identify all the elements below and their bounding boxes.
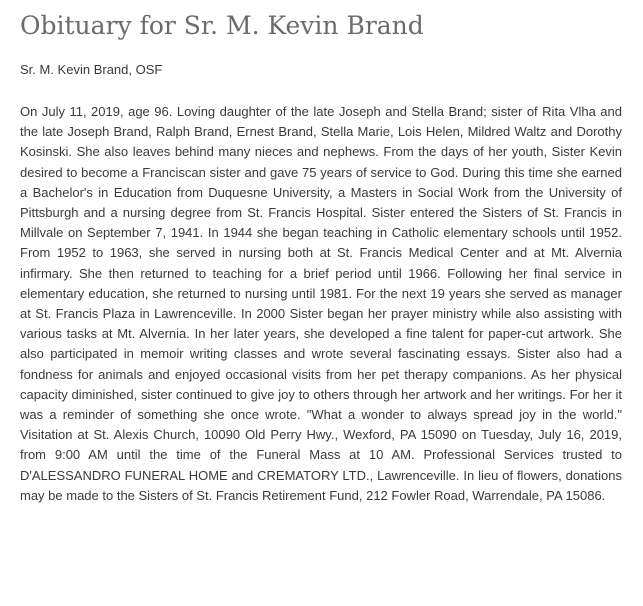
page-title: Obituary for Sr. M. Kevin Brand	[20, 11, 424, 40]
obituary-name-line: Sr. M. Kevin Brand, OSF	[20, 62, 163, 77]
obituary-body-text: On July 11, 2019, age 96. Loving daughter of the late Joseph and Stella Brand; sister of Rita Vlha and the late Joseph Brand, Ralph Brand, Ernest Brand, Stella Marie, Lois Helen, Mildred Waltz and Dorothy Kosinski. She also leaves behind many nieces and nephews. From the days of her youth, Sister Kevin desired to become a Franciscan sister and gave 75 years of service to God. During this time she earned a Bachelor's in Education from Duquesne University, a Masters in Social Work from the University of Pittsburgh and a nursing degree from St. Francis Hospital. Sister entered the Sisters of St. Francis in Millvale on September 7, 1941. In 1944 she began teaching in Catholic elementary schools until 1952. From 1952 to 1963, she served in nursing both at St. Francis Medical Center and at Mt. Alvernia infirmary. She then returned to teaching for a brief period until 1966. Following her final service in elementary education, she returned to nursing until 1981. For the next 19 years she served as manager at St. Francis Plaza in Lawrenceville. In 2000 Sister began her prayer ministry while also assisting with various tasks at Mt. Alvernia. In her later years, she developed a fine talent for paper-cut artwork. She also participated in memoir writing classes and wrote several fascinating essays. Sister also had a fondness for animals and enjoyed occasional visits from her pet therapy companions. As her physical capacity diminished, sister continued to give joy to others through her artwork and her writings. For her it was a reminder of something she once wrote. "What a wonder to always spread joy in the world." Visitation at St. Alexis Church, 10090 Old Perry Hwy., Wexford, PA 15090 on Tuesday, July 16, 2019, from 9:00 AM until the time of the Funeral Mass at 10 AM. Professional Services trusted to D'ALESSANDRO FUNERAL HOME and CREMATORY LTD., Lawrenceville. In lieu of flowers, donations may be made to the Sisters of St. Francis Retirement Fund, 212 Fowler Road, Warrendale, PA 15086.	[20, 104, 622, 503]
